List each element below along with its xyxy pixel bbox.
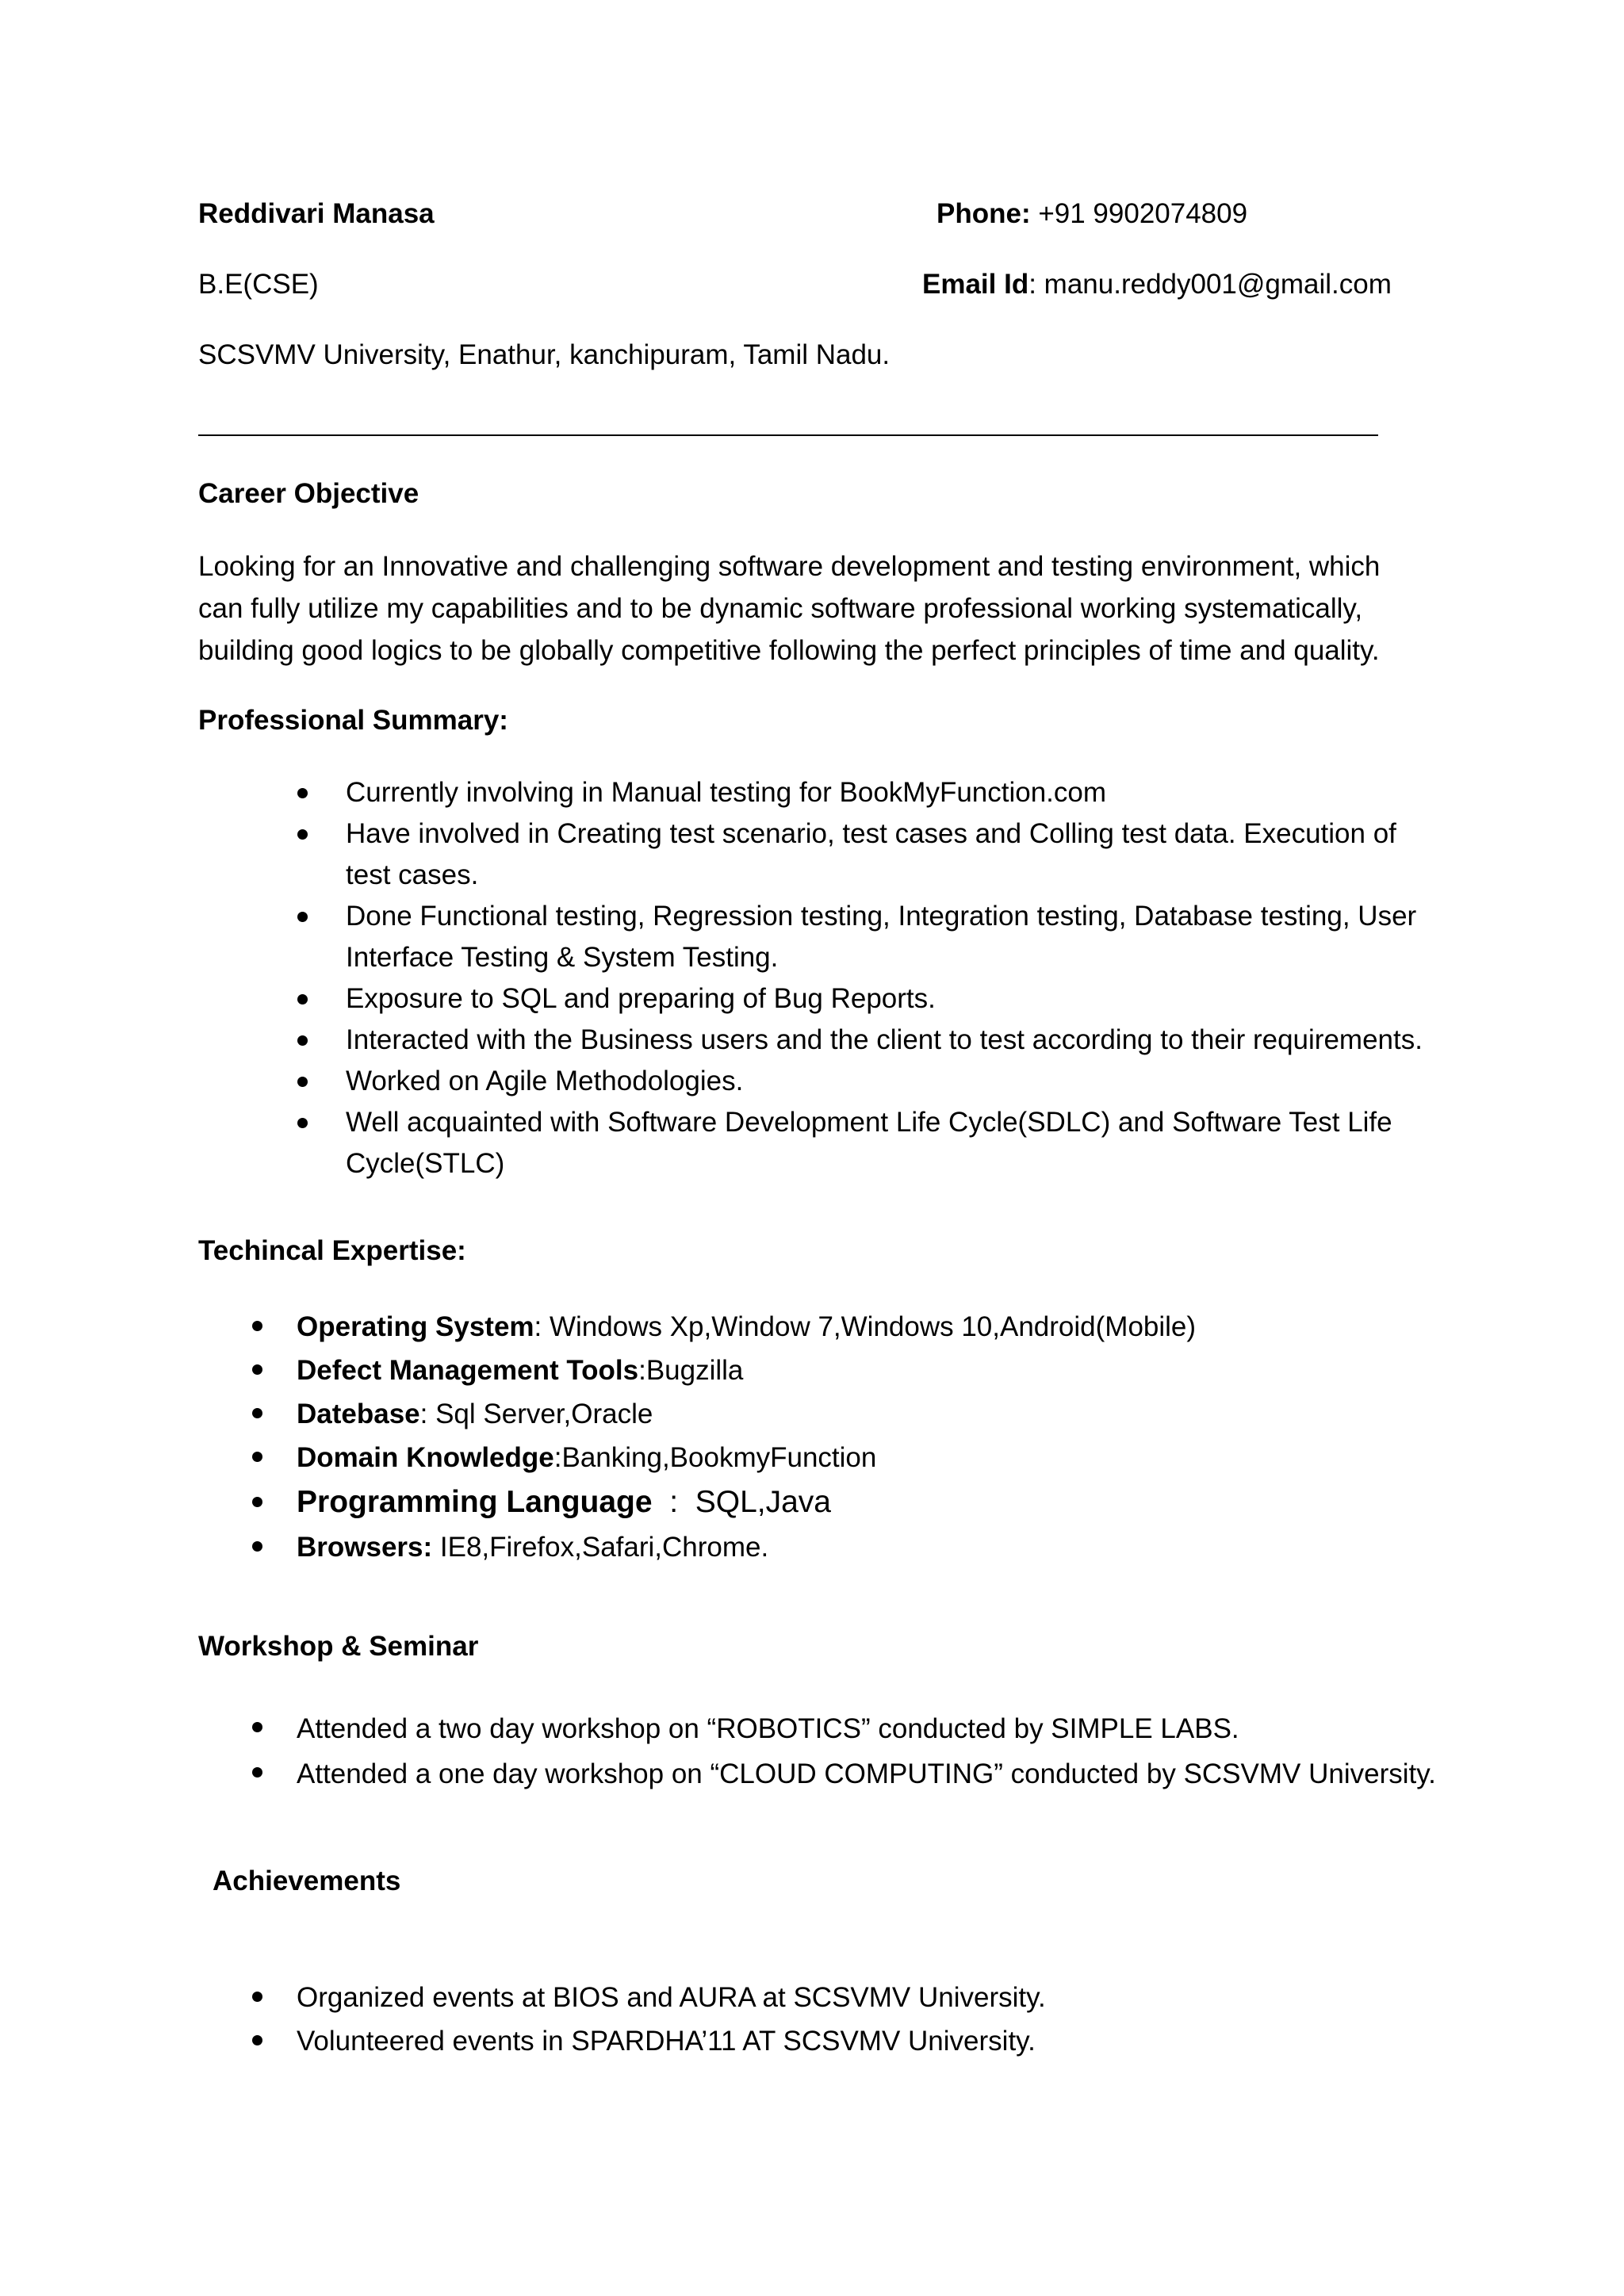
list-item: Attended a one day workshop on “CLOUD COMPUTING” conducted by SCSVMV University.	[297, 1751, 1486, 1797]
bullet-icon	[252, 1767, 262, 1777]
bullet-icon	[252, 1992, 262, 2002]
divider	[198, 434, 1378, 436]
list-item: Operating System: Windows Xp,Window 7,Windows 10,Android(Mobile)	[297, 1305, 1407, 1349]
list-item: Attended a two day workshop on “ROBOTICS” conducted by SIMPLE LABS.	[297, 1706, 1486, 1751]
bullet-icon	[252, 2035, 262, 2045]
bullet-icon	[297, 912, 308, 922]
bullet-icon	[297, 1077, 308, 1087]
list-item: Exposure to SQL and preparing of Bug Reports.	[346, 978, 1448, 1020]
list-item: Currently involving in Manual testing for BookMyFunction.com	[346, 772, 1448, 813]
phone-value: +91 9902074809	[1030, 198, 1248, 229]
bullet-icon	[297, 788, 308, 798]
bullet-icon	[252, 1722, 262, 1732]
bullet-icon	[297, 1118, 308, 1128]
list-item: Have involved in Creating test scenario, test cases and Colling test data. Execution of test cases.	[346, 813, 1448, 896]
achievements-list	[297, 1976, 1486, 2063]
list-item: Defect Management Tools:Bugzilla	[297, 1349, 1407, 1392]
workshop-heading: Workshop & Seminar	[198, 1631, 479, 1662]
list-item: Programming Language : SQL,Java	[297, 1479, 1407, 1525]
achievements-heading: Achievements	[213, 1866, 401, 1896]
list-item: Domain Knowledge:Banking,BookmyFunction	[297, 1436, 1407, 1479]
bullet-icon	[252, 1321, 262, 1331]
technical-expertise-list	[297, 1305, 1407, 1569]
bullet-icon	[297, 994, 308, 1004]
list-item: Datebase: Sql Server,Oracle	[297, 1392, 1407, 1436]
professional-summary-list	[346, 772, 1448, 1184]
career-objective-heading: Career Objective	[198, 478, 419, 509]
objective-line: building good logics to be globally competitive following the perfect principles of time and quality.	[198, 635, 1380, 666]
bullet-icon	[252, 1364, 262, 1375]
bullet-icon	[297, 1035, 308, 1046]
list-item: Interacted with the Business users and the client to test according to their requirements.	[346, 1020, 1448, 1061]
professional-summary-heading: Professional Summary:	[198, 705, 508, 736]
university: SCSVMV University, Enathur, kanchipuram, Tamil Nadu.	[198, 339, 891, 370]
list-item: Well acquainted with Software Development Life Cycle(SDLC) and Software Test Life Cycle(STLC)	[346, 1102, 1448, 1184]
list-item: Worked on Agile Methodologies.	[346, 1061, 1448, 1102]
bullet-icon	[252, 1541, 262, 1552]
list-item: Volunteered events in SPARDHA’11 AT SCSVMV University.	[297, 2019, 1486, 2063]
technical-expertise-heading: Techincal Expertise:	[198, 1235, 466, 1266]
list-item: Organized events at BIOS and AURA at SCSVMV University.	[297, 1976, 1486, 2019]
email-value: : manu.reddy001@gmail.com	[1028, 269, 1392, 300]
email-label: Email Id	[922, 269, 1029, 300]
bullet-icon	[252, 1497, 262, 1507]
career-objective-text	[198, 545, 1419, 672]
phone-line	[936, 197, 1247, 231]
objective-line: Looking for an Innovative and challenging software development and testing environment, which	[198, 551, 1381, 582]
email-line	[922, 268, 1392, 301]
workshop-list	[297, 1706, 1486, 1797]
objective-line: can fully utilize my capabilities and to be dynamic software professional working systematically,	[198, 593, 1363, 624]
list-item: Done Functional testing, Regression testing, Integration testing, Database testing, User Interface Testing & System Testing.	[346, 896, 1448, 978]
candidate-name: Reddivari Manasa	[198, 198, 435, 229]
bullet-icon	[252, 1408, 262, 1418]
phone-label: Phone:	[936, 198, 1031, 229]
bullet-icon	[297, 829, 308, 840]
bullet-icon	[252, 1452, 262, 1462]
list-item: Browsers: IE8,Firefox,Safari,Chrome.	[297, 1525, 1407, 1569]
degree: B.E(CSE)	[198, 269, 319, 300]
